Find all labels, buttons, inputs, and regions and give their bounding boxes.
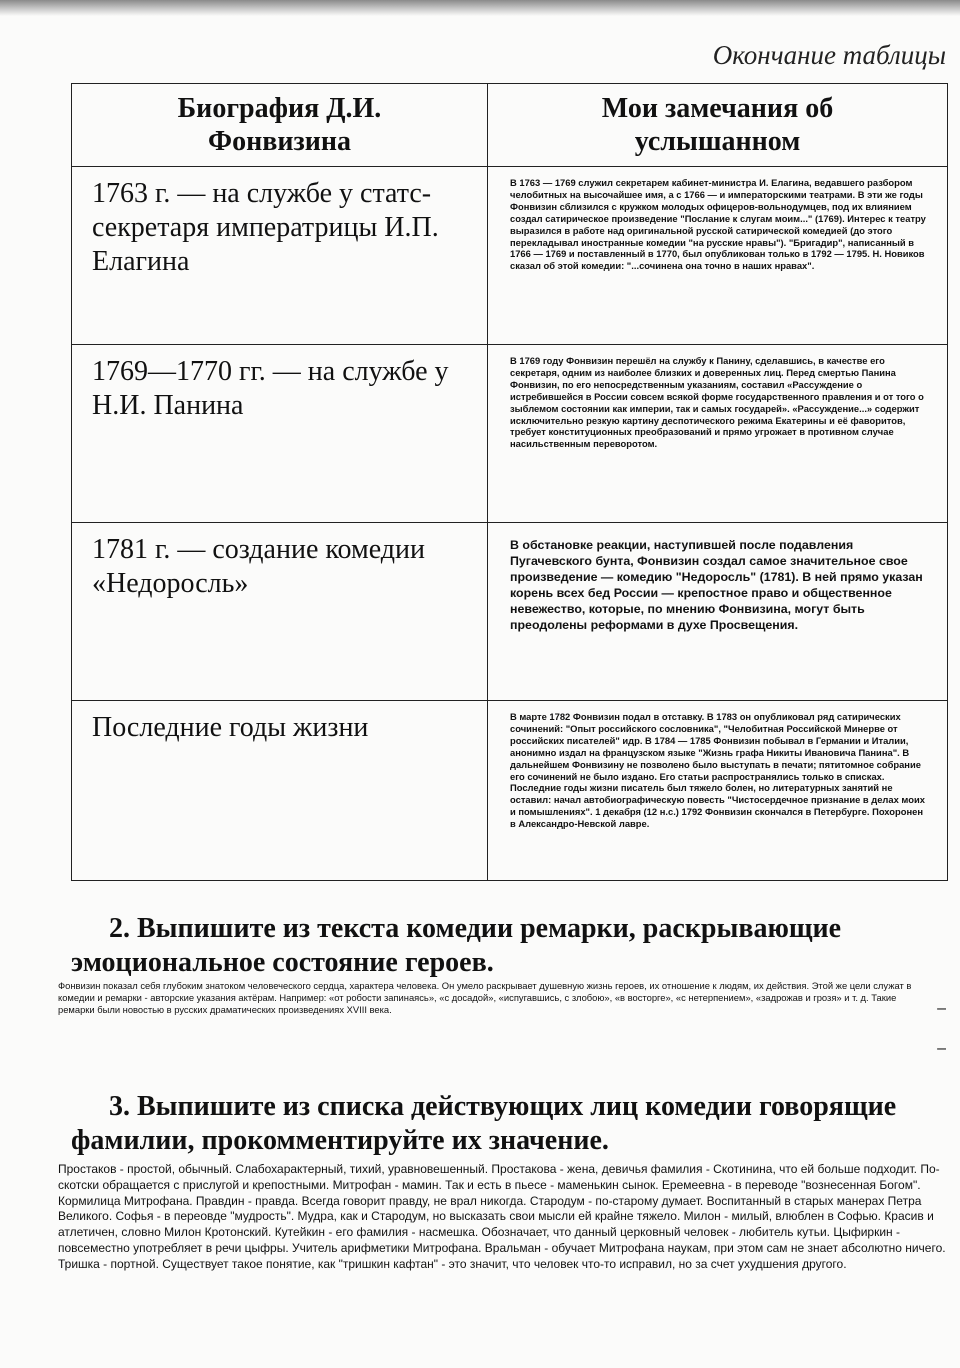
table-row: [72, 523, 948, 701]
task-2-title: 2. Выпишите из текста комедии ремарки, раскрывающие эмоциональное состояние героев.: [71, 913, 842, 978]
period-cell: Последние годы жизни: [72, 701, 488, 881]
period-cell: 1763 г. — на службе у статс-секретаря императрицы И.П. Елагина: [72, 167, 488, 345]
period-cell: 1781 г. — создание комедии «Недоросль»: [72, 523, 488, 701]
table-header-row: [72, 84, 948, 167]
column-header-biography: Биография Д.И. Фонвизина: [72, 84, 488, 167]
margin-mark: –: [937, 1000, 946, 1017]
column-header-notes: Мои замечания об услышанном: [488, 84, 948, 167]
table-row: [72, 167, 948, 345]
note-cell: В обстановке реакции, наступившей после подавления Пугачевского бунта, Фонвизин создал самое значительное свое произведение — комедию "Недоросль" (1781). В ней прямо указан корень всех бед России — крепостное право и общественное невежество, которые, по мнению Фонвизина, могут быть преодолены реформами в духе Просвещения.: [488, 523, 948, 701]
biography-table: [71, 83, 948, 881]
note-cell: В марте 1782 Фонвизин подал в отставку. В 1783 он опубликовал ряд сатирических сочинений: "Опыт российского сословника", "Челобитная Российской Минерве от российских писателей" идр. В 1784 — 1785 Фонвизин побывал в Германии и Италии, анонимно издал на французском языке "Жизнь графа Никиты Ивановича Панина". В дальнейшем Фонвизину не позволено было выступать в печати; пятитомное собрание его сочинений не было издано. Его статьи распространялись только в списках. Последние годы жизни писатель был тяжело болен, но литературных занятий не оставил: начал автобиографическую повесть "Чистосердечное признание в делах моих и помышлениях". 1 декабря (12 н.с.) 1792 Фонвизин скончался в Петербурге. Похоронен в Александро-Невской лавре.: [488, 701, 948, 881]
scan-edge: [0, 0, 960, 16]
note-cell: В 1763 — 1769 служил секретарем кабинет-министра И. Елагина, ведавшего разбором челобитных на высочайшее имя, а с 1766 — и императорскими театрами. В эти же годы Фонвизин сблизился с кружком молодых офицеров-вольнодумцев, под их влиянием создал сатирическое произведение "Послание к слугам моим..." (1769). Интерес к театру выразился в работе над оригинальной русской сатирической комедией (до этого перекладывал иностранные комедии "на русские нравы"). "Бригадир", написанный в 1766 — 1769 и поставленный в 1770, был опубликован только в 1792 — 1795. Н. Новиков сказал об этой комедии: "...сочинена она точно в наших нравах".: [488, 167, 948, 345]
task-3-title: 3. Выпишите из списка действующих лиц комедии говорящие фамилии, прокомментируйте их значение.: [71, 1091, 897, 1156]
margin-mark: –: [937, 1040, 946, 1057]
table-row: [72, 345, 948, 523]
note-cell: В 1769 году Фонвизин перешёл на службу к Панину, сделавшись, в качестве его секретаря, одним из наиболее близких и доверенных лиц. Перед смертью Панина Фонвизин, по его непосредственным указаниям, составил «Рассуждение о истребившейся в России совсем всякой форме государственного правления и от того о зыблемом состоянии как империи, так и самых государей». «Рассуждение...» содержит исключительно резкую картину деспотического режима Екатерины и её фаворитов, требует конституционных преобразований и прямо угрожает в противном случае насильственным переворотом.: [488, 345, 948, 523]
table-row: [72, 701, 948, 881]
task-3-answer: Простаков - простой, обычный. Слабохарактерный, тихий, уравновешенный. Простакова - жена, девичья фамилия - Скотинина, что ей больше подходит. По-скотски обращается с прислугой и крепостными. Митрофан - мамин. Так и есть в пьесе - маменькин сынок. Еремеевна - в переводе "вознесенная Богом". Кормилица Митрофана. Правдин - правда. Всегда говорит правду, не врал никогда. Стародум - по-старому думает. Воспитанный в старых манерах Петра Великого. Софья - в переовде "мудрость". Мудра, как и Стародум, но высказать свои мысли ей крайне тяжело. Милон - милый, влюблен в Софью. Красив и атлетичен, словно Милон Кротонский. Кутейкин - его фамилия - насмешка. Обозначает, что данный церковный человек - любитель кутьи. Цыфиркин - повсеместно употребляет в речи цыфры. Учитель арифметики Митрофана. Вральман - обучает Митрофана наукам, при этом сам не знает абсолютно ничего. Тришка - портной. Существует такое понятие, как "тришкин кафтан" - это значит, что человек что-то исправил, но за счет ухудшения другого.: [58, 1162, 946, 1271]
table-continuation-label: Окончание таблицы: [712, 40, 946, 70]
task-2-answer: Фонвизин показал себя глубоким знатоком человеческого сердца, характера человека. Он умело раскрывает душевную жизнь героев, их отношение к людям, их действия. Этой же цели служат в комедии и ремарки - авторские указания актёрам. Например: «от робости запинаясь», «с досадой», «испугавшись, с злобою», «в восторге», «с нетерпением», «задрожав и грозя» и т. д. Такие ремарки были новостью в русских драматических произведениях XVIII века.: [58, 980, 912, 1016]
period-cell: 1769—1770 гг. — на службе у Н.И. Панина: [72, 345, 488, 523]
